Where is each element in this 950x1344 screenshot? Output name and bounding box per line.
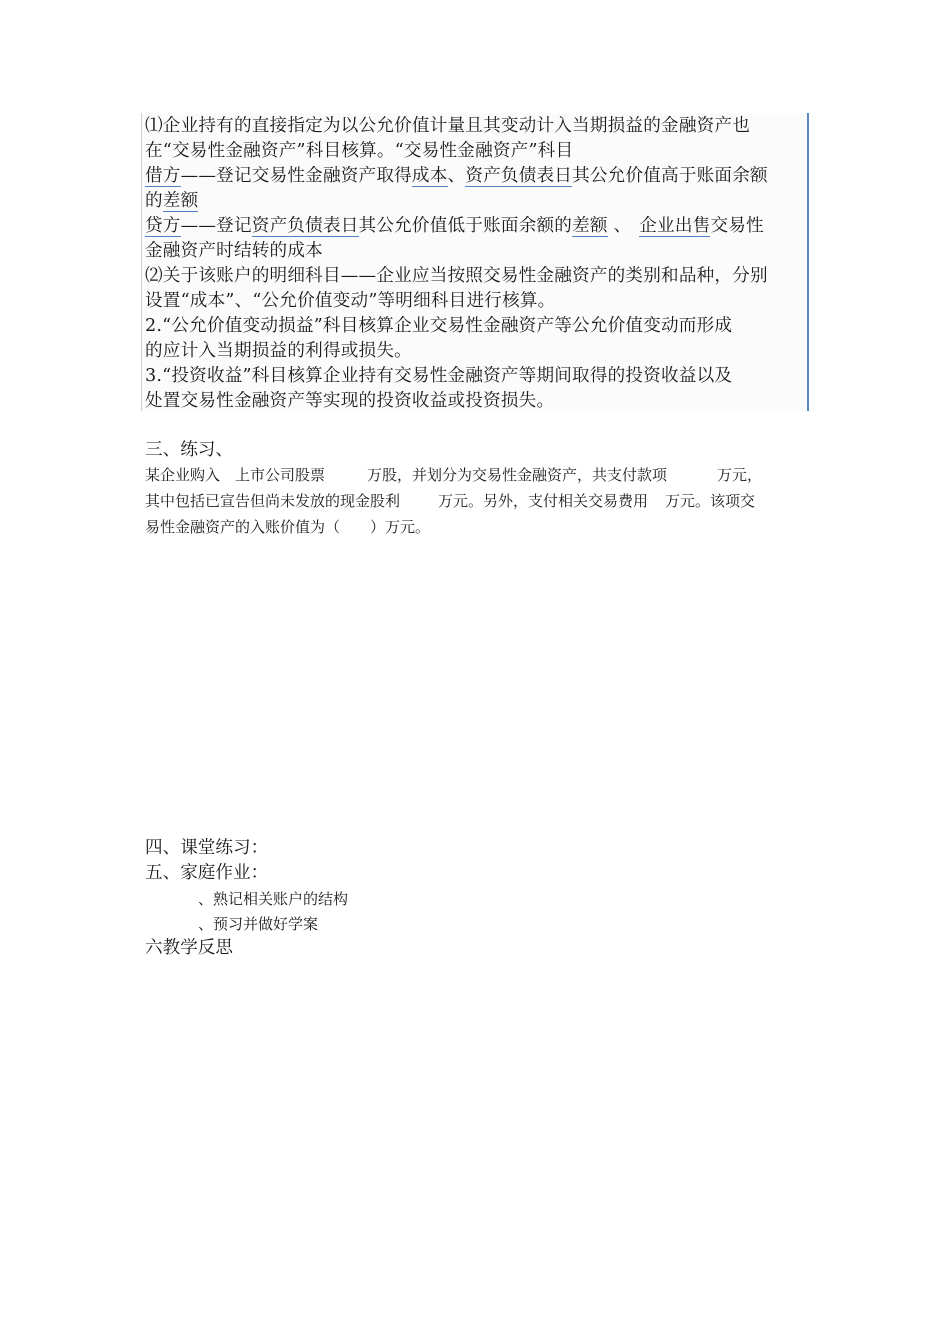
box-line-5 xyxy=(145,214,764,238)
box-line-9: 2.“公允价值变动损益”科目核算企业交易性金融资产等公允价值变动而形成 xyxy=(145,316,733,336)
homework-item-1: 、熟记相关账户的结构 xyxy=(198,890,349,908)
box-line-11: 3.“投资收益”科目核算企业持有交易性金融资产等期间取得的投资收益以及 xyxy=(145,366,733,386)
difference-term-2: 差额 xyxy=(572,216,608,236)
section-5-heading: 五、家庭作业： xyxy=(145,863,269,883)
difference-term: 差额 xyxy=(162,191,199,211)
homework-item-2: 、预习并做好学案 xyxy=(198,915,319,933)
text: 其公允价值高于账面余额 xyxy=(572,166,768,186)
box-line-3 xyxy=(145,164,768,188)
cost-term: 成本 xyxy=(411,166,448,186)
debit-term: 借方 xyxy=(145,166,181,186)
exercise-line-3: 易性金融资产的入账价值为（ ）万元。 xyxy=(145,518,431,536)
text: 万股，并划分为交易性金融资产，共支付款项 xyxy=(367,466,668,484)
balance-date-term: 资产负债表日 xyxy=(465,166,573,186)
text: 其中包括已宣告但尚未发放的现金股利 xyxy=(145,492,401,510)
exercise-line-2 xyxy=(145,490,755,512)
section-4-heading: 四、课堂练习： xyxy=(145,838,269,858)
box-line-12: 处置交易性金融资产等实现的投资收益或投资损失。 xyxy=(145,391,555,411)
section-3-heading: 三、练习、 xyxy=(145,440,233,460)
text: 万元。该项交 xyxy=(665,492,756,510)
balance-date-term-2: 资产负债表日 xyxy=(251,216,359,236)
sale-term: 企业出售 xyxy=(639,216,711,236)
text: 某企业购入 xyxy=(145,466,221,484)
text: 其公允价值低于账面余额的 xyxy=(358,216,573,236)
box-line-7: ⑵关于该账户的明细科目——企业应当按照交易性金融资产的类别和品种，分别 xyxy=(145,266,768,286)
text: 万元。另外，支付相关交易费用 xyxy=(438,492,649,510)
text: 、 xyxy=(447,166,466,186)
section-6-heading: 六教学反思 xyxy=(145,938,233,958)
credit-term: 贷方 xyxy=(145,216,181,236)
box-line-4 xyxy=(145,189,198,213)
text: 、 xyxy=(607,216,632,236)
text: 的 xyxy=(145,191,163,211)
box-line-8: 设置“成本”、“公允价值变动”等明细科目进行核算。 xyxy=(145,291,556,311)
text: ——登记 xyxy=(180,216,252,236)
text: 上市公司股票 xyxy=(235,466,326,484)
text: 万元， xyxy=(717,466,763,484)
box-line-2: 在“交易性金融资产”科目核算。“交易性金融资产”科目 xyxy=(145,141,574,161)
box-line-10: 的应计入当期损益的利得或损失。 xyxy=(145,341,412,361)
text: ——登记交易性金融资产取得 xyxy=(180,166,412,186)
exercise-line-1 xyxy=(145,464,762,486)
box-line-1: ⑴企业持有的直接指定为以公允价值计量且其变动计入当期损益的金融资产也 xyxy=(145,116,750,136)
box-line-6: 金融资产时结转的成本 xyxy=(145,241,323,261)
text: 交易性 xyxy=(710,216,764,236)
